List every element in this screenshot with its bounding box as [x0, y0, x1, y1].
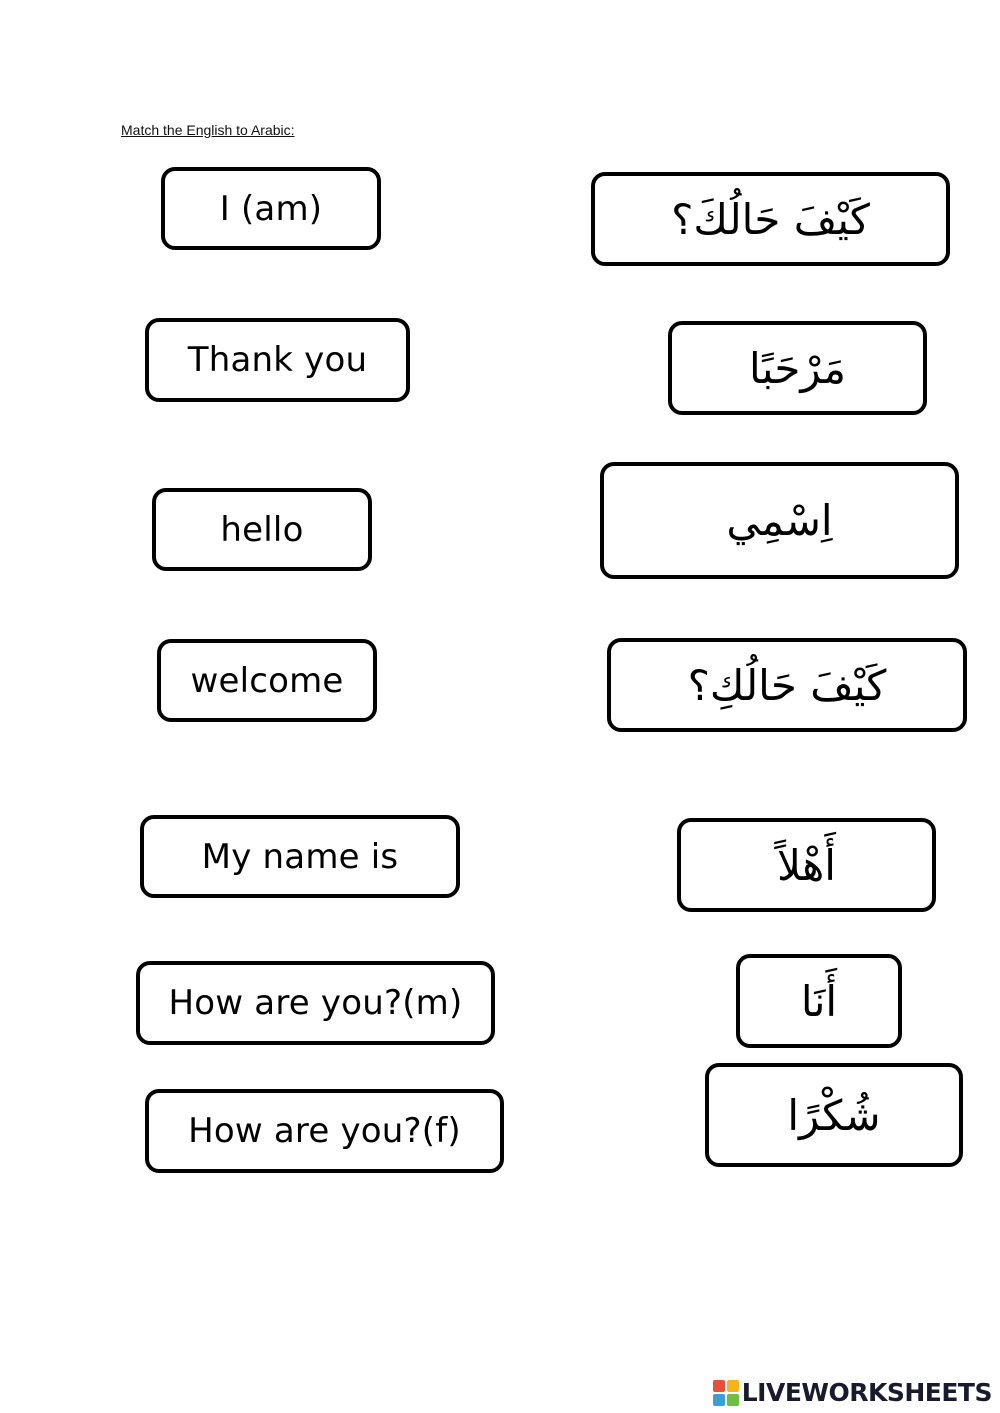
english-card-my-name-is[interactable] [140, 815, 460, 898]
arabic-card-label: كَيْفَ حَالُكَ؟ [671, 194, 870, 244]
english-card-hello[interactable] [152, 488, 372, 571]
arabic-card-label: أَهْلاً [777, 840, 836, 890]
arabic-card-label: اِسْمِي [726, 496, 833, 545]
arabic-card-kayfa-haluki[interactable] [607, 638, 967, 732]
english-card-how-are-you-m[interactable] [136, 961, 495, 1045]
arabic-card-marhaban[interactable] [668, 321, 927, 415]
arabic-card-label: شُكْرًا [787, 1090, 881, 1140]
english-card-thank-you[interactable] [145, 318, 410, 402]
english-card-label: welcome [190, 660, 344, 701]
arabic-card-kayfa-haluka[interactable] [591, 172, 950, 266]
english-card-how-are-you-f[interactable] [145, 1089, 504, 1173]
english-card-label: I (am) [219, 188, 323, 229]
arabic-card-ana[interactable] [736, 954, 902, 1048]
logo-text: LIVEWORKSHEETS [741, 1378, 992, 1407]
arabic-card-ismi[interactable] [600, 462, 959, 579]
english-card-label: My name is [201, 836, 399, 877]
english-card-i-am[interactable] [161, 167, 381, 250]
liveworksheets-logo-icon [713, 1380, 739, 1406]
english-card-label: How are you?(m) [168, 983, 463, 1023]
arabic-card-shukran[interactable] [705, 1063, 963, 1167]
arabic-card-label: مَرْحَبًا [748, 343, 847, 393]
arabic-card-label: أَنَا [800, 976, 838, 1026]
arabic-card-ahlan[interactable] [677, 818, 936, 912]
english-card-welcome[interactable] [157, 639, 377, 722]
instruction-text: Match the English to Arabic: [121, 122, 295, 138]
english-card-label: hello [220, 509, 304, 550]
liveworksheets-logo [713, 1378, 992, 1407]
english-card-label: How are you?(f) [188, 1111, 461, 1151]
arabic-card-label: كَيْفَ حَالُكِ؟ [687, 660, 887, 710]
english-card-label: Thank you [187, 340, 368, 380]
